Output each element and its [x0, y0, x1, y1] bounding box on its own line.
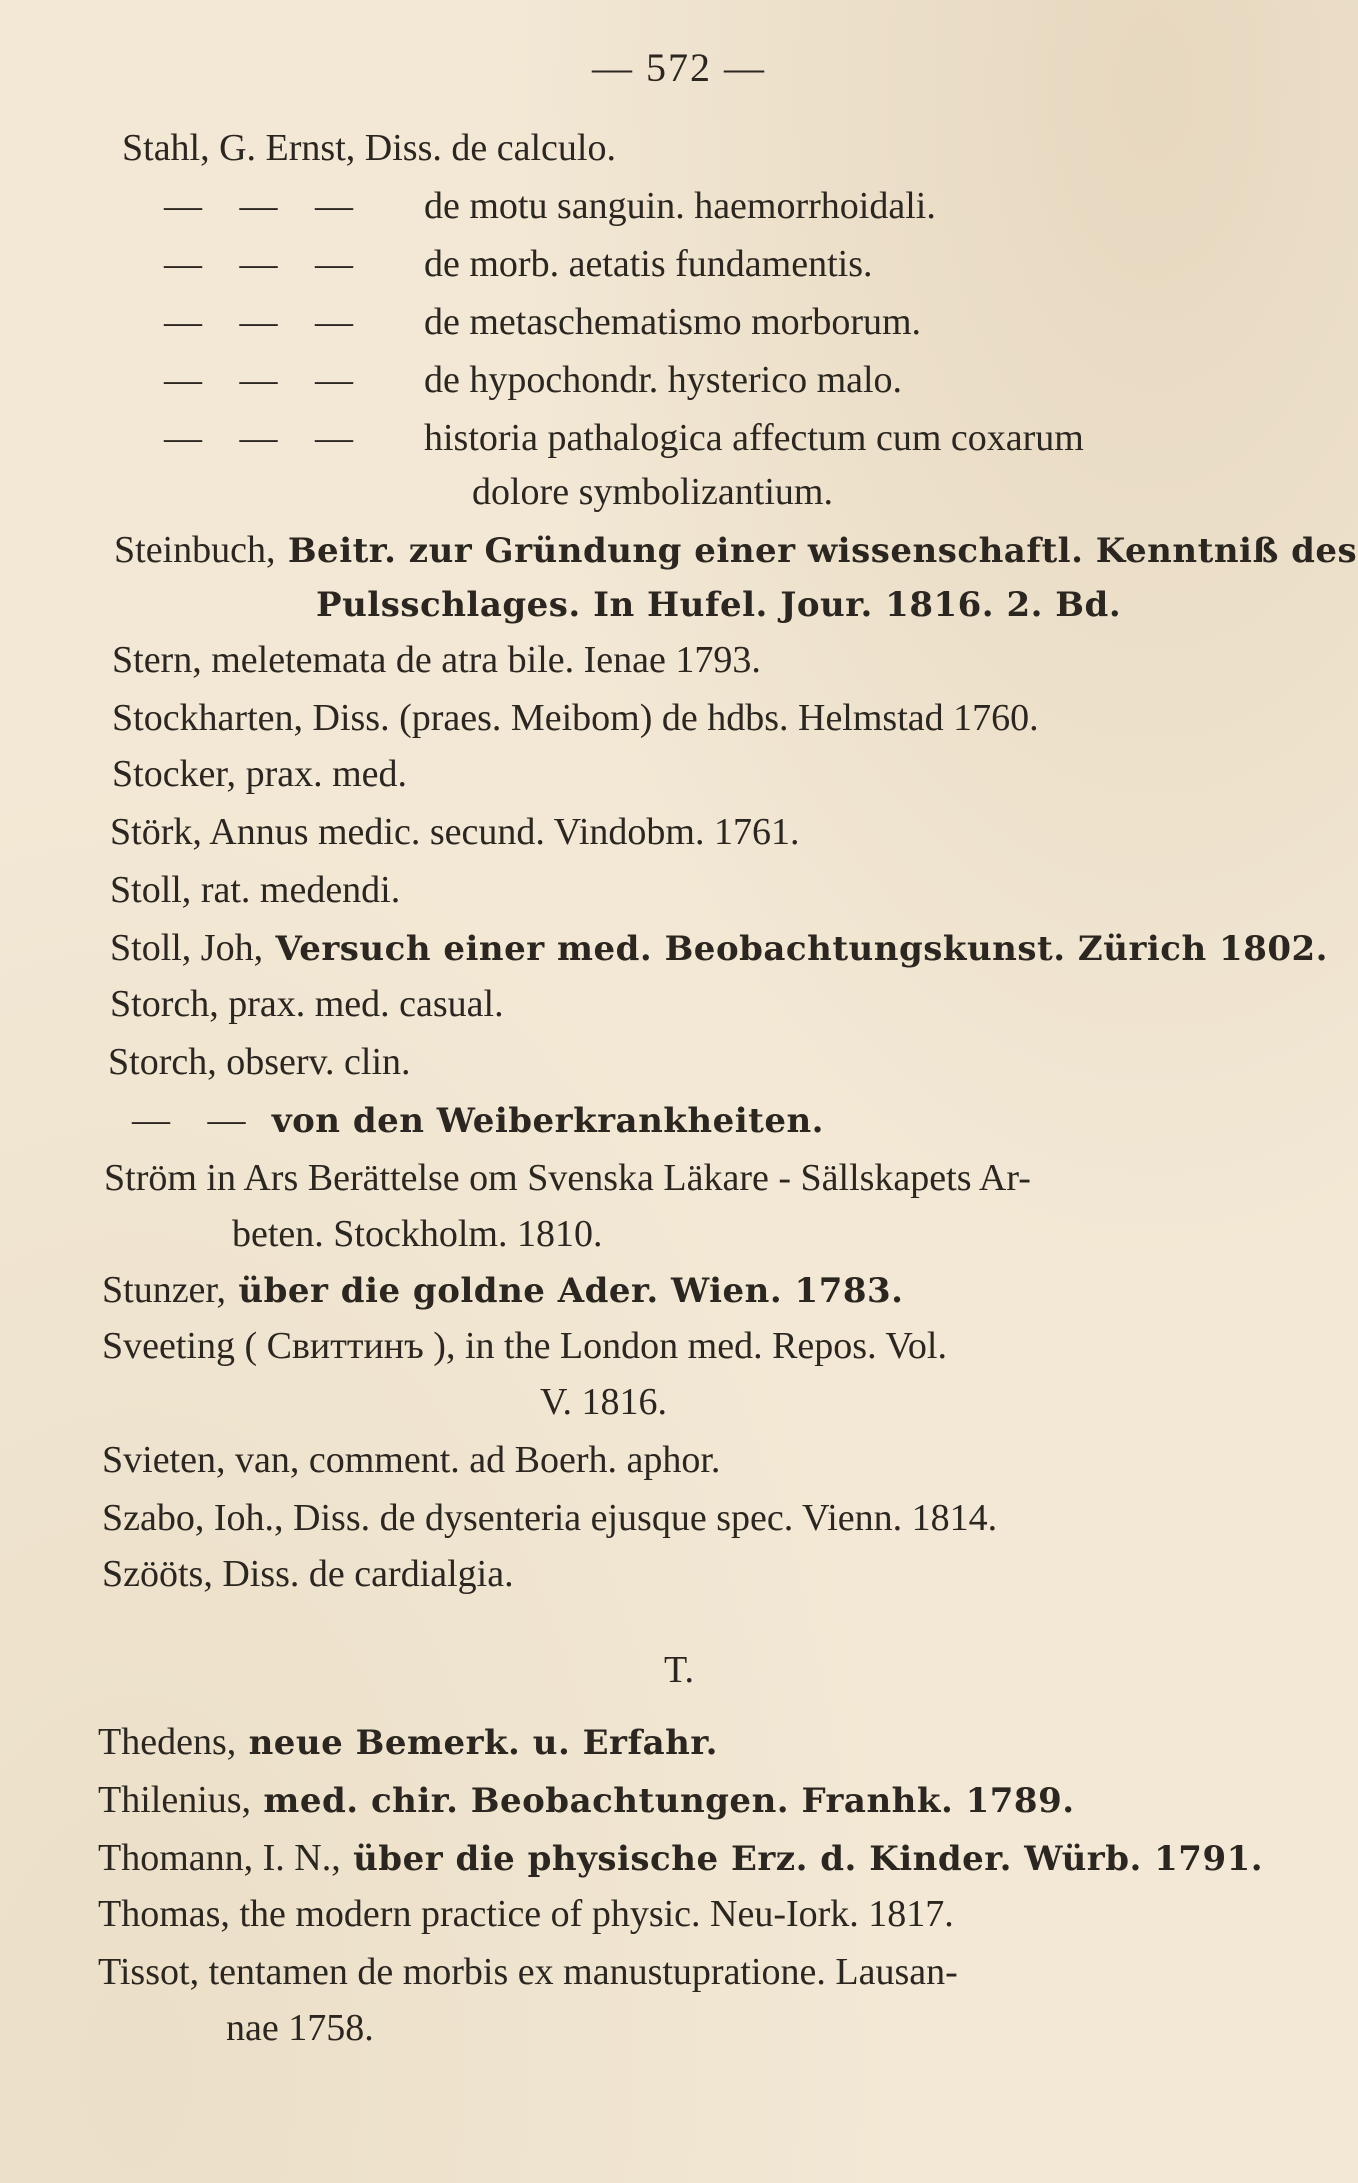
entry-title: dolore symbolizantium.: [472, 471, 833, 513]
entry-title: nae 1758.: [226, 2007, 374, 2049]
bibliography-line: [98, 1776, 1075, 1825]
bibliography-line: [110, 808, 799, 856]
entry-author: Storch,: [110, 983, 219, 1025]
entry-title: prax. med.: [236, 753, 408, 795]
entry-title: Diss. (praes. Meibom) de hdbs. Helmstad 1760.: [303, 697, 1039, 739]
entry-title: van, comment. ad Boerh. aphor.: [225, 1439, 721, 1481]
bibliography-line: [114, 526, 1357, 575]
entry-title: Pulsschlages. In Hufel. Jour. 1816. 2. Bd.: [316, 585, 1122, 625]
bibliography-line: [102, 1494, 997, 1542]
entry-author: Stocker,: [112, 753, 237, 795]
entry-author: — —: [132, 1099, 260, 1141]
entry-author: Steinbuch,: [114, 529, 276, 571]
entry-author: Szabo,: [102, 1497, 205, 1539]
bibliography-line: [98, 1890, 954, 1938]
entry-title: de hypochondr. hysterico malo.: [367, 359, 903, 401]
bibliography-line: [98, 1718, 718, 1767]
entry-author: Thedens,: [98, 1721, 237, 1763]
entry-title: de morb. aetatis fundamentis.: [367, 243, 873, 285]
bibliography-line: [98, 1834, 1263, 1883]
entry-author: Tissot,: [98, 1951, 200, 1993]
bibliography-line: [112, 636, 761, 684]
bibliography-line: [540, 1378, 667, 1426]
entry-title: Beitr. zur Gründung einer wissenschaftl. Kenntniß des: [275, 531, 1358, 571]
bibliography-line: [232, 1210, 602, 1258]
bibliography-line: [98, 1948, 958, 1996]
entry-title: meletemata de atra bile. Ienae 1793.: [201, 639, 761, 681]
entry-title: über die goldne Ader. Wien. 1783.: [226, 1271, 904, 1311]
entry-title: med. chir. Beobachtungen. Franhk. 1789.: [251, 1781, 1075, 1821]
bibliography-line: [102, 1266, 904, 1315]
page-number: — 572 —: [592, 45, 766, 90]
bibliography-line: [102, 1436, 720, 1484]
entry-title: de motu sanguin. haemorrhoidali.: [367, 185, 936, 227]
entry-author: Szööts,: [102, 1553, 213, 1595]
entry-title: über die physische Erz. d. Kinder. Würb. 1791.: [340, 1839, 1264, 1879]
entry-author: Thomas,: [98, 1893, 230, 1935]
entry-author: Thomann, I. N.,: [98, 1837, 341, 1879]
entry-title: Diss. de calculo.: [355, 127, 616, 169]
bibliography-line: [226, 2004, 374, 2052]
entry-title: tentamen de morbis ex manustupratione. Lausan-: [199, 1951, 958, 1993]
entry-author: Stoll,: [110, 869, 192, 911]
section-heading: T.: [664, 1649, 694, 1691]
entry-author: Störk,: [110, 811, 202, 853]
entry-author: Stoll, Joh,: [110, 927, 264, 969]
entry-title: de metaschematismo morborum.: [367, 301, 922, 343]
entry-author: Svieten,: [102, 1439, 226, 1481]
bibliography-line: [164, 182, 936, 230]
bibliography-line: [104, 1154, 1031, 1202]
entry-title: neue Bemerk. u. Erfahr.: [236, 1723, 718, 1763]
bibliography-line: [132, 1096, 824, 1145]
bibliography-line: [472, 468, 833, 516]
bibliography-line: [164, 298, 921, 346]
entry-title: ( Свиттинъ ), in the London med. Repos. Vol.: [234, 1325, 947, 1367]
bibliography-line: [102, 1322, 947, 1370]
bibliography-line: [112, 694, 1039, 742]
bibliography-line: [316, 580, 1121, 629]
bibliography-line: [110, 924, 1328, 973]
entry-author: Ström: [104, 1157, 197, 1199]
entry-title: prax. med. casual.: [218, 983, 504, 1025]
entry-author: — — —: [164, 301, 367, 343]
bibliography-line: [110, 980, 504, 1028]
entry-author: Stern,: [112, 639, 202, 681]
entry-author: Stunzer,: [102, 1269, 227, 1311]
bibliography-line: [122, 124, 616, 172]
entry-title: Ioh., Diss. de dysenteria ejusque spec. Vienn. 1814.: [204, 1497, 998, 1539]
bibliography-line: [108, 1038, 411, 1086]
entry-author: Stahl, G. Ernst,: [122, 127, 356, 169]
bibliography-line: [164, 240, 873, 288]
bibliography-line: [164, 356, 902, 404]
entry-title: Annus medic. secund. Vindobm. 1761.: [201, 811, 800, 853]
entry-title: Versuch einer med. Beobachtungskunst. Zürich 1802.: [263, 929, 1329, 969]
entry-title: V. 1816.: [540, 1381, 668, 1423]
entry-author: Thilenius,: [98, 1779, 252, 1821]
entry-title: the modern practice of physic. Neu-Iork. 1817.: [229, 1893, 954, 1935]
bibliography-line: [102, 1550, 514, 1598]
bibliography-line: [110, 866, 400, 914]
entry-title: rat. medendi.: [191, 869, 401, 911]
entry-title: Diss. de cardialgia.: [212, 1553, 514, 1595]
bibliography-line: [164, 414, 1084, 462]
entry-title: von den Weiberkrankheiten.: [259, 1101, 825, 1141]
entry-author: Stockharten,: [112, 697, 304, 739]
entry-author: — — —: [164, 359, 367, 401]
entry-author: — — —: [164, 185, 367, 227]
entry-title: beten. Stockholm. 1810.: [232, 1213, 603, 1255]
entry-author: Storch,: [108, 1041, 217, 1083]
entry-author: — — —: [164, 417, 367, 459]
bibliography-line: [112, 750, 407, 798]
entry-title: historia pathalogica affectum cum coxarum: [367, 417, 1084, 459]
entry-author: Sveeting: [102, 1325, 235, 1367]
entry-title: in Ars Berättelse om Svenska Läkare - Sällskapets Ar-: [196, 1157, 1031, 1199]
entry-title: observ. clin.: [216, 1041, 411, 1083]
entry-author: — — —: [164, 243, 367, 285]
